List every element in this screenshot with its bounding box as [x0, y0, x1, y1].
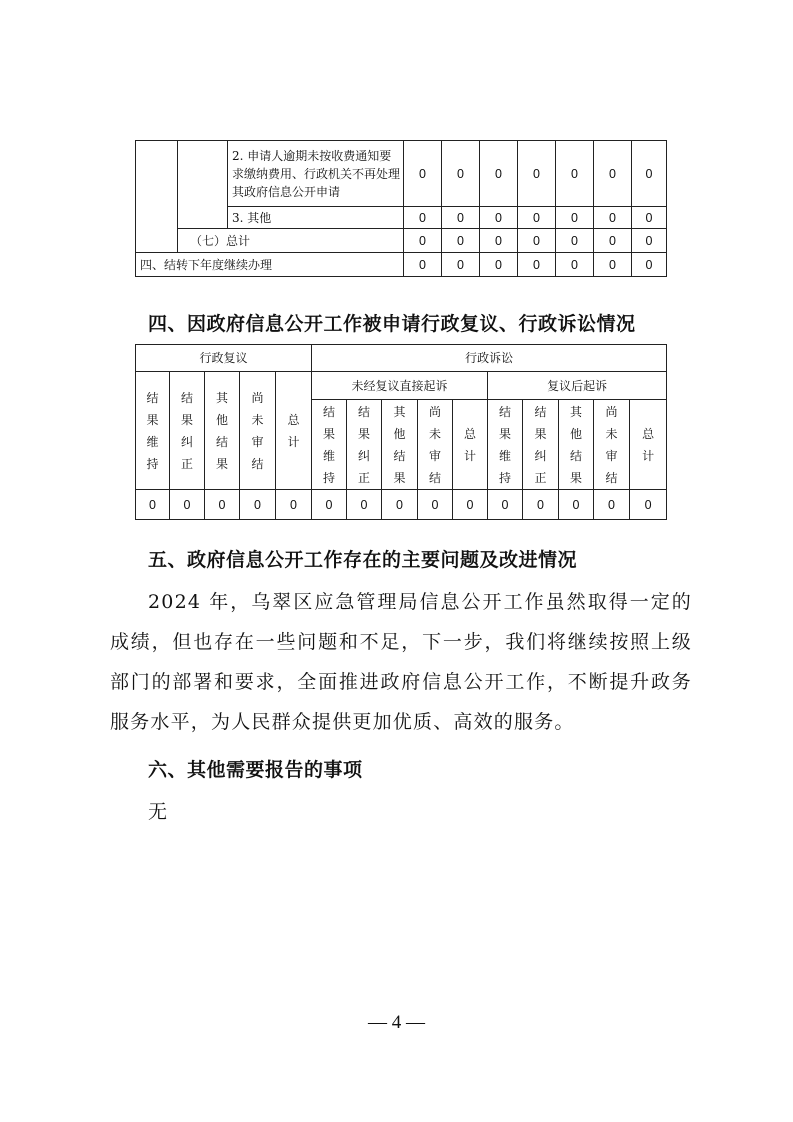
col-direct-corrected: 结 果 纠 正 [347, 400, 382, 490]
col-review-corrected: 结 果 纠 正 [170, 372, 205, 490]
cell-value: 0 [594, 490, 630, 520]
col-after-corrected: 结 果 纠 正 [523, 400, 559, 490]
cell-value: 0 [556, 141, 594, 207]
col-after-total: 总 计 [630, 400, 667, 490]
col-review-upheld: 结 果 维 持 [136, 372, 170, 490]
col-direct-pending: 尚 未 审 结 [418, 400, 453, 490]
cell-value: 0 [404, 141, 442, 207]
section-5-heading: 五、政府信息公开工作存在的主要问题及改进情况 [148, 549, 578, 571]
table-row [136, 372, 667, 400]
cell-value: 0 [518, 141, 556, 207]
col-after-upheld: 结 果 维 持 [488, 400, 523, 490]
row-label: 3. 其他 [228, 207, 404, 229]
cell-value: 0 [523, 490, 559, 520]
cell-value: 0 [480, 229, 518, 253]
header-admin-litigation: 行政诉讼 [312, 345, 667, 372]
cell-value: 0 [404, 253, 442, 277]
cell-value: 0 [205, 490, 240, 520]
table-row [136, 253, 667, 277]
application-results-table [135, 140, 667, 277]
row-label: 2. 申请人逾期未按收费通知要求缴纳费用、行政机关不再处理其政府信息公开申请 [228, 141, 404, 207]
cell-value: 0 [347, 490, 382, 520]
cell-value: 0 [630, 490, 667, 520]
cell-value: 0 [480, 207, 518, 229]
cell-value: 0 [518, 207, 556, 229]
col-review-other: 其 他 结 果 [205, 372, 240, 490]
cell-value: 0 [594, 207, 632, 229]
section-6-body: 无 [148, 801, 168, 823]
cell-value: 0 [442, 207, 480, 229]
cell-value: 0 [632, 229, 667, 253]
cell-value: 0 [382, 490, 418, 520]
row-label: （七）总计 [178, 229, 404, 253]
cell-value: 0 [312, 490, 347, 520]
col-after-pending: 尚 未 审 结 [594, 400, 630, 490]
cell-value: 0 [556, 229, 594, 253]
cell-value: 0 [594, 253, 632, 277]
header-admin-review: 行政复议 [136, 345, 312, 372]
cell-value: 0 [632, 141, 667, 207]
cell-value: 0 [442, 229, 480, 253]
cell-value: 0 [518, 253, 556, 277]
cell-value: 0 [418, 490, 453, 520]
col-direct-other: 其 他 结 果 [382, 400, 418, 490]
col-review-total: 总 计 [276, 372, 312, 490]
cell-value: 0 [480, 141, 518, 207]
cell-value: 0 [136, 490, 170, 520]
cell-value: 0 [594, 141, 632, 207]
section-6-heading: 六、其他需要报告的事项 [148, 759, 363, 781]
table-row [136, 490, 667, 520]
cell-value: 0 [488, 490, 523, 520]
row-label: 四、结转下年度继续办理 [136, 253, 404, 277]
cell-value: 0 [556, 253, 594, 277]
cell-value: 0 [480, 253, 518, 277]
cell-value: 0 [404, 229, 442, 253]
table-row [136, 229, 667, 253]
cell-value: 0 [442, 141, 480, 207]
header-after-review-litigation: 复议后起诉 [488, 372, 667, 400]
cell-value: 0 [632, 253, 667, 277]
cell-value: 0 [518, 229, 556, 253]
col-after-other: 其 他 结 果 [559, 400, 594, 490]
cell-value: 0 [632, 207, 667, 229]
section-4-heading: 四、因政府信息公开工作被申请行政复议、行政诉讼情况 [148, 313, 636, 335]
cell-value: 0 [594, 229, 632, 253]
table-row [136, 345, 667, 372]
review-litigation-table [135, 344, 667, 520]
header-direct-litigation: 未经复议直接起诉 [312, 372, 488, 400]
page-number: — 4 — [368, 1012, 425, 1033]
cell-value: 0 [276, 490, 312, 520]
cell-value: 0 [170, 490, 205, 520]
col-review-pending: 尚 未 审 结 [240, 372, 276, 490]
cell-value: 0 [559, 490, 594, 520]
col-direct-total: 总 计 [453, 400, 488, 490]
cell-value: 0 [240, 490, 276, 520]
cell-value: 0 [556, 207, 594, 229]
cell-value: 0 [453, 490, 488, 520]
col-direct-upheld: 结 果 维 持 [312, 400, 347, 490]
section-5-body: 2024 年，乌翠区应急管理局信息公开工作虽然取得一定的成绩，但也存在一些问题和不足，下一步，我们将继续按照上级部门的部署和要求，全面推进政府信息公开工作，不断提升政务服务水平，为人民群众提供更加优质、高效的服务。 [110, 591, 692, 733]
table-row [136, 141, 667, 207]
cell-value: 0 [404, 207, 442, 229]
cell-value: 0 [442, 253, 480, 277]
